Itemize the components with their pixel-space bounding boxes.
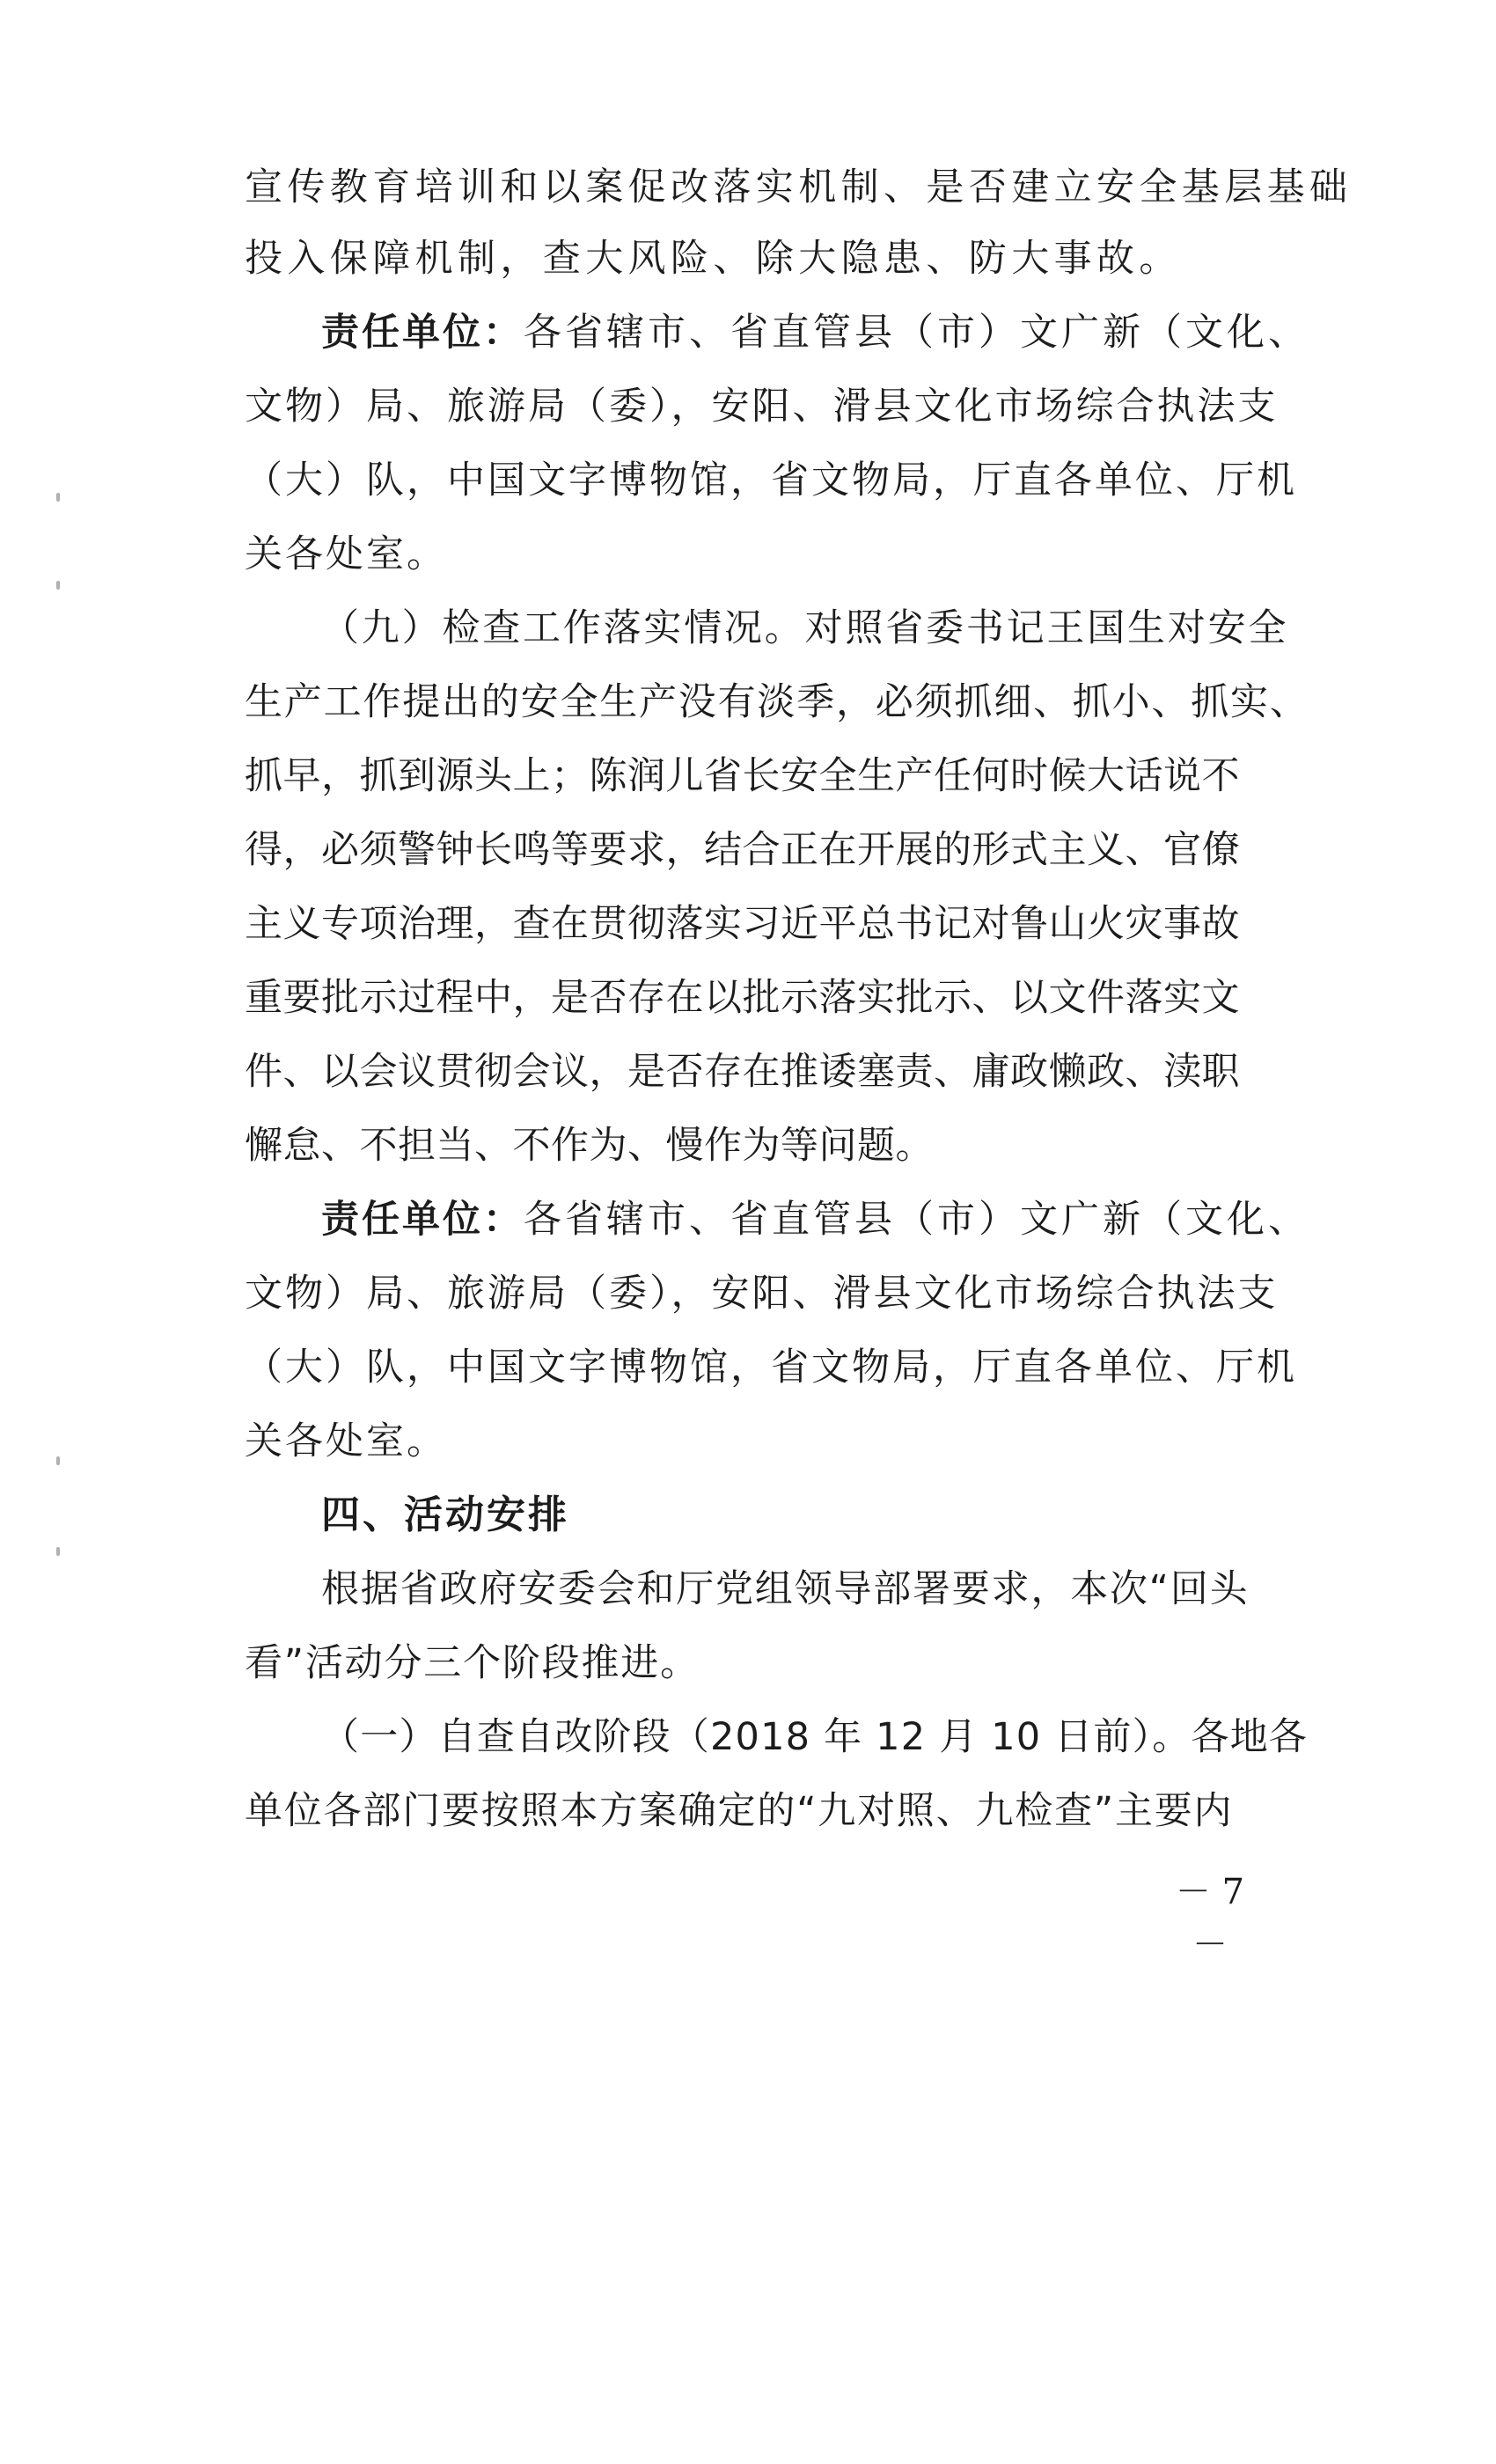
text-line: 看”活动分三个阶段推进。 <box>245 1641 700 1685</box>
text-line: 单位各部门要按照本方案确定的“九对照、九检查”主要内 <box>245 1789 1234 1833</box>
binding-hole-mark <box>56 1456 60 1465</box>
binding-hole-mark <box>56 493 60 502</box>
text-line: （大）队，中国文字博物馆，省文物局，厅直各单位、厅机 <box>245 458 1297 502</box>
text-line: 投入保障机制，查大风险、除大隐患、防大事故。 <box>245 237 1182 281</box>
text-line: 根据省政府安委会和厅党组领导部署要求，本次“回头 <box>321 1567 1250 1611</box>
responsibility-paragraph-1 <box>321 306 1309 359</box>
text-line: 得，必须警钟长鸣等要求，结合正在开展的形式主义、官僚 <box>245 828 1240 872</box>
stage-one-line: （一）自查自改阶段（2018 年 12 月 10 日前）。各地各 <box>321 1715 1309 1759</box>
text-line: （大）队，中国文字博物馆，省文物局，厅直各单位、厅机 <box>245 1346 1297 1390</box>
text-line: 文物）局、旅游局（委），安阳、滑县文化市场综合执法支 <box>245 1272 1279 1316</box>
blank-area <box>0 2050 1496 2464</box>
section-nine-title-line: （九）检查工作落实情况。对照省委书记王国生对安全 <box>321 606 1289 650</box>
page-number: － 7 － <box>1175 1872 1245 1965</box>
text-line: 抓早，抓到源头上；陈润儿省长安全生产任何时候大话说不 <box>245 754 1240 798</box>
text-line: 生产工作提出的安全生产没有淡季，必须抓细、抓小、抓实、 <box>245 680 1309 724</box>
section-heading-activity-arrangement: 四、活动安排 <box>321 1492 569 1537</box>
text-line: 文物）局、旅游局（委），安阳、滑县文化市场综合执法支 <box>245 385 1279 429</box>
text-line: 主义专项治理，查在贯彻落实习近平总书记对鲁山火灾事故 <box>245 902 1240 946</box>
responsibility-label: 责任单位： <box>321 311 524 355</box>
responsibility-label: 责任单位： <box>321 1198 524 1242</box>
text-line: 关各处室。 <box>245 532 447 576</box>
binding-hole-mark <box>56 1547 60 1556</box>
text-line: 关各处室。 <box>245 1419 447 1463</box>
responsibility-paragraph-2 <box>321 1193 1309 1246</box>
responsibility-text: 各省辖市、省直管县（市）文广新（文化、 <box>524 311 1309 355</box>
text-line: 宣传教育培训和以案促改落实机制、是否建立安全基层基础 <box>245 165 1353 209</box>
text-line: 重要批示过程中，是否存在以批示落实批示、以文件落实文 <box>245 976 1240 1020</box>
text-line: 件、以会议贯彻会议，是否存在推诿塞责、庸政懒政、渎职 <box>245 1050 1240 1094</box>
binding-hole-mark <box>56 581 60 590</box>
responsibility-text: 各省辖市、省直管县（市）文广新（文化、 <box>524 1198 1309 1242</box>
text-line: 懈怠、不担当、不作为、慢作为等问题。 <box>245 1124 934 1168</box>
